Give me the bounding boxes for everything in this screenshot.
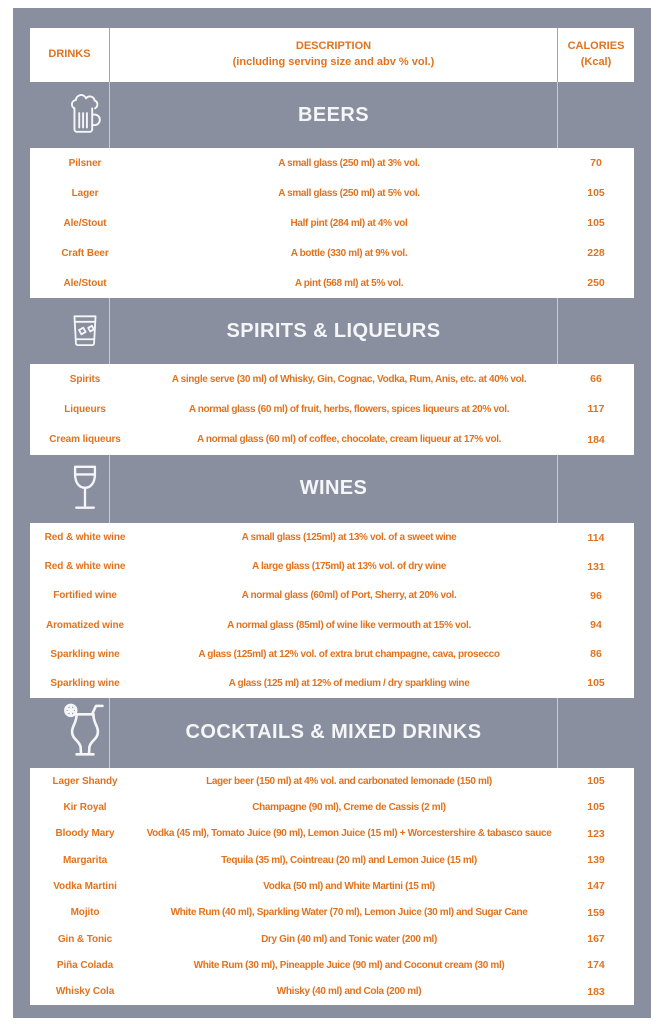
calories-cell: 114 — [587, 531, 605, 544]
drink-name-cell: Craft Beer — [61, 247, 109, 259]
table-row — [30, 952, 634, 978]
section-title: SPIRITS & LIQUEURS — [226, 319, 441, 342]
table-row — [30, 552, 634, 581]
table-row — [30, 768, 634, 794]
table-sections — [30, 82, 634, 1005]
section-band-spacer — [558, 298, 634, 364]
calories-cell: 183 — [587, 985, 605, 998]
header-cell-description — [110, 28, 558, 82]
section-band-spacer — [558, 455, 634, 523]
drink-name-cell: Liqueurs — [64, 403, 106, 415]
calories-cell: 139 — [587, 854, 605, 867]
header-drinks-label: DRINKS — [48, 48, 91, 61]
description-cell: A bottle (330 ml) at 9% vol. — [290, 247, 408, 259]
description-cell: Lager beer (150 ml) at 4% vol. and carbonated lemonade (150 ml) — [206, 775, 492, 787]
drink-name-cell: Aromatized wine — [46, 619, 124, 631]
description-cell: Tequila (35 ml), Cointreau (20 ml) and Lemon Juice (15 ml) — [221, 854, 477, 866]
section-title-cell — [110, 455, 558, 523]
calories-cell: 159 — [587, 906, 605, 919]
description-cell: Dry Gin (40 ml) and Tonic water (200 ml) — [261, 933, 437, 945]
drink-name-cell: Mojito — [70, 907, 100, 919]
drink-name-cell: Red & white wine — [44, 561, 126, 573]
table-row — [30, 873, 634, 899]
drink-name-cell: Cream liqueurs — [49, 434, 121, 446]
description-cell: Vodka (45 ml), Tomato Juice (90 ml), Lemon Juice (15 ml) + Worcestershire & tabasco sauce — [146, 828, 552, 840]
drink-name-cell: Pilsner — [68, 157, 102, 169]
section-band — [30, 455, 634, 523]
table-row — [30, 238, 634, 268]
table-row — [30, 523, 634, 552]
description-cell: A single serve (30 ml) of Whisky, Gin, Cognac, Vodka, Rum, Anis, etc. at 40% vol. — [171, 373, 527, 385]
calories-cell: 117 — [587, 403, 605, 416]
drink-name-cell: Gin & Tonic — [57, 933, 113, 945]
description-cell: Half pint (284 ml) at 4% vol — [290, 217, 408, 229]
table-row — [30, 847, 634, 873]
description-cell: A small glass (250 ml) at 5% vol. — [278, 187, 420, 199]
calories-cell: 131 — [587, 560, 605, 573]
calories-cell: 174 — [587, 959, 605, 972]
calories-cell: 167 — [587, 933, 605, 946]
section-title-cell — [110, 698, 558, 768]
section-title: COCKTAILS & MIXED DRINKS — [185, 721, 482, 744]
table-row — [30, 669, 634, 698]
calories-cell: 147 — [587, 880, 605, 893]
header-description-subtitle: (including serving size and abv % vol.) — [232, 56, 435, 68]
section-icon-cell — [30, 698, 110, 768]
description-cell: A pint (568 ml) at 5% vol. — [294, 277, 404, 289]
description-cell: A small glass (125ml) at 13% vol. of a sweet wine — [241, 532, 457, 544]
description-cell: A normal glass (85ml) of wine like vermouth at 15% vol. — [227, 619, 471, 631]
description-cell: A normal glass (60 ml) of fruit, herbs, flowers, spices liqueurs at 20% vol. — [188, 403, 510, 415]
description-cell: White Rum (40 ml), Sparkling Water (70 ml), Lemon Juice (30 ml) and Sugar Cane — [170, 907, 528, 919]
drink-name-cell: Fortified wine — [53, 590, 117, 602]
table-row — [30, 394, 634, 424]
section-band — [30, 698, 634, 768]
description-cell: A glass (125ml) at 12% vol. of extra brut champagne, cava, prosecco — [198, 648, 500, 660]
section-band-spacer — [558, 698, 634, 768]
drink-name-cell: Lager — [71, 187, 99, 199]
table-row — [30, 926, 634, 952]
header-cell-calories — [558, 28, 634, 82]
section-title-cell — [110, 298, 558, 364]
calories-cell: 105 — [587, 217, 605, 229]
header-calories-unit: (Kcal) — [580, 56, 612, 68]
drink-name-cell: Ale/Stout — [63, 217, 107, 229]
calorie-table — [30, 28, 634, 1005]
drink-name-cell: Bloody Mary — [55, 828, 115, 840]
section-rows-block — [30, 523, 634, 698]
header-cell-drinks — [30, 28, 110, 82]
section-rows-block — [30, 768, 634, 1005]
drink-name-cell: Piña Colada — [56, 959, 114, 971]
drink-name-cell: Red & white wine — [44, 532, 126, 544]
section-icon-cell — [30, 455, 110, 523]
description-cell: White Rum (30 ml), Pineapple Juice (90 ml) and Coconut cream (30 ml) — [193, 959, 505, 971]
calories-cell: 105 — [587, 775, 605, 788]
table-header-row — [30, 28, 634, 82]
drink-name-cell: Margarita — [62, 854, 108, 866]
table-row — [30, 610, 634, 639]
table-row — [30, 425, 634, 455]
table-row — [30, 268, 634, 298]
table-row — [30, 821, 634, 847]
calories-cell: 250 — [587, 277, 605, 289]
section-title: WINES — [299, 477, 368, 500]
section-rows-block — [30, 148, 634, 298]
drink-name-cell: Sparkling wine — [50, 648, 120, 660]
infographic-panel — [13, 8, 651, 1018]
calories-cell: 228 — [587, 247, 605, 259]
table-row — [30, 794, 634, 820]
calories-cell: 86 — [590, 648, 602, 661]
section-band-spacer — [558, 82, 634, 148]
calories-cell: 184 — [587, 433, 605, 446]
table-row — [30, 208, 634, 238]
calories-cell: 66 — [590, 373, 602, 386]
description-cell: Vodka (50 ml) and White Martini (15 ml) — [263, 880, 435, 892]
calories-cell: 94 — [590, 619, 602, 632]
calories-cell: 123 — [587, 827, 605, 840]
description-cell: Whisky (40 ml) and Cola (200 ml) — [276, 986, 422, 998]
description-cell: A normal glass (60 ml) of coffee, chocolate, cream liqueur at 17% vol. — [196, 434, 502, 446]
table-row — [30, 979, 634, 1005]
description-cell: A glass (125 ml) at 12% of medium / dry sparkling wine — [228, 677, 470, 689]
calories-cell: 96 — [590, 589, 602, 602]
drink-name-cell: Lager Shandy — [52, 775, 118, 787]
table-row — [30, 900, 634, 926]
calories-cell: 105 — [587, 801, 605, 814]
section-icon-cell — [30, 298, 110, 364]
calories-cell: 105 — [587, 677, 605, 690]
header-description-label: DESCRIPTION — [295, 40, 372, 53]
header-calories-label: CALORIES — [567, 40, 625, 53]
section-title: BEERS — [298, 103, 369, 126]
table-row — [30, 148, 634, 178]
calories-cell: 70 — [590, 157, 602, 169]
table-row — [30, 581, 634, 610]
calories-cell: 105 — [587, 187, 605, 199]
section-rows-block — [30, 364, 634, 455]
description-cell: A normal glass (60ml) of Port, Sherry, at 20% vol. — [241, 590, 457, 602]
table-row — [30, 178, 634, 208]
description-cell: Champagne (90 ml), Creme de Cassis (2 ml) — [252, 801, 446, 813]
drink-name-cell: Kir Royal — [63, 801, 107, 813]
section-band — [30, 82, 634, 148]
table-row — [30, 640, 634, 669]
description-cell: A large glass (175ml) at 13% vol. of dry wine — [252, 561, 446, 573]
description-cell: A small glass (250 ml) at 3% vol. — [278, 157, 420, 169]
drink-name-cell: Sparkling wine — [50, 677, 120, 689]
drink-name-cell: Vodka Martini — [53, 880, 117, 892]
section-band — [30, 298, 634, 364]
drink-name-cell: Whisky Cola — [55, 986, 115, 998]
drink-name-cell: Ale/Stout — [63, 277, 107, 289]
section-icon-cell — [30, 82, 110, 148]
section-title-cell — [110, 82, 558, 148]
table-row — [30, 364, 634, 394]
drink-name-cell: Spirits — [69, 373, 101, 385]
